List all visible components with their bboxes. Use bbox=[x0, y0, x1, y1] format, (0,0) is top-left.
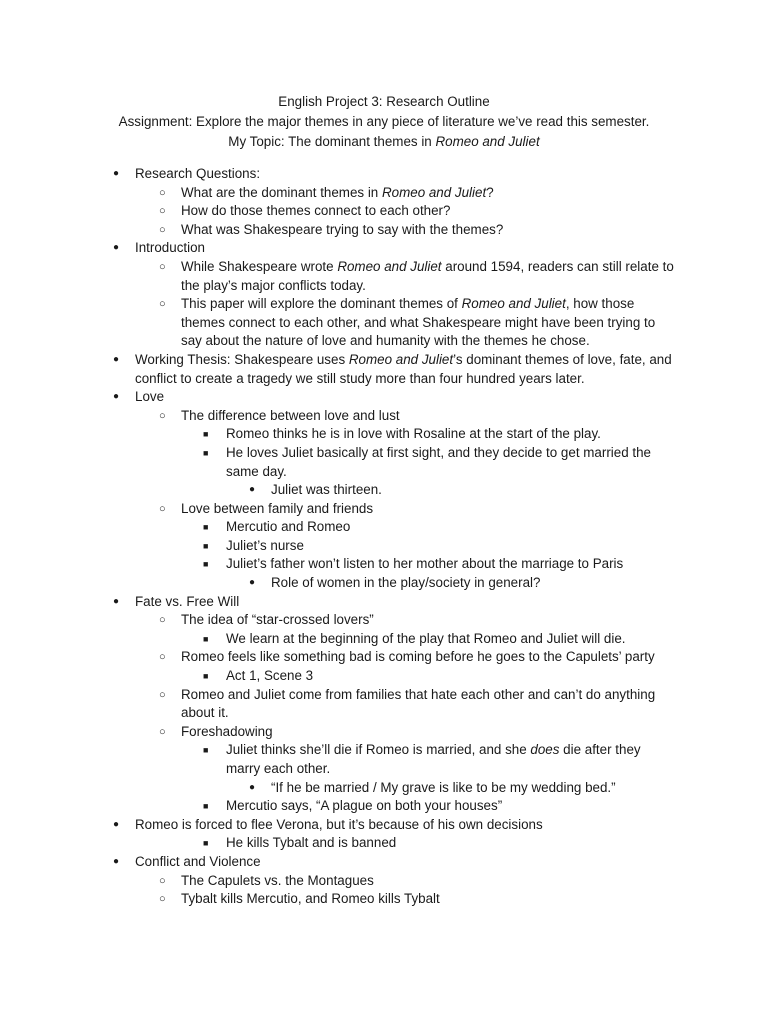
outline-text: Foreshadowing bbox=[181, 723, 273, 739]
outline-text: Conflict and Violence bbox=[135, 853, 261, 869]
outline-text: He loves Juliet basically at first sight, and they decide to get married the same day. bbox=[226, 444, 651, 479]
outline-item bbox=[0, 741, 768, 778]
outline-text: Act 1, Scene 3 bbox=[226, 668, 314, 684]
outline-item bbox=[0, 890, 768, 909]
outline-item bbox=[0, 834, 768, 853]
outline-item bbox=[0, 574, 768, 593]
outline-item bbox=[0, 239, 768, 258]
bullet-icon: ○ bbox=[159, 298, 166, 311]
bullet-icon: ● bbox=[113, 353, 120, 365]
italic-text: Romeo and Juliet bbox=[381, 184, 487, 200]
outline-text: We learn at the beginning of the play that Romeo and Juliet will die. bbox=[226, 630, 626, 646]
outline-text: Romeo and Juliet come from families that hate each other and can’t do anything about it. bbox=[181, 686, 656, 721]
outline-item bbox=[0, 593, 768, 612]
bullet-icon: ● bbox=[113, 855, 120, 867]
document-header bbox=[0, 92, 768, 152]
outline-text: What was Shakespeare trying to say with the themes? bbox=[181, 221, 504, 237]
bullet-icon: ● bbox=[113, 391, 120, 403]
outline-item bbox=[0, 518, 768, 537]
italic-text: Romeo and Juliet bbox=[348, 351, 454, 367]
bullet-icon: ■ bbox=[203, 745, 209, 756]
outline-text: The difference between love and lust bbox=[181, 407, 400, 423]
outline-item bbox=[0, 816, 768, 835]
outline-item bbox=[0, 648, 768, 667]
topic-prefix: My Topic: The dominant themes in bbox=[228, 134, 436, 149]
outline-item bbox=[0, 407, 768, 426]
outline-item bbox=[0, 184, 768, 203]
bullet-icon: ○ bbox=[159, 874, 166, 887]
outline-text: ’s dominant themes of love, fate, and conflict to create a tragedy we still study more than four hundred years later. bbox=[135, 351, 672, 386]
outline-item bbox=[0, 295, 768, 351]
bullet-icon: ○ bbox=[159, 205, 166, 218]
outline-text: This paper will explore the dominant themes of bbox=[181, 296, 462, 312]
outline-text: ? bbox=[486, 184, 494, 200]
outline-text: Romeo is forced to flee Verona, but it’s because of his own decisions bbox=[135, 816, 543, 832]
outline-text: Introduction bbox=[135, 240, 205, 256]
bullet-icon: ● bbox=[113, 818, 120, 830]
outline-item bbox=[0, 388, 768, 407]
outline-text: Romeo feels like something bad is coming before he goes to the Capulets’ party bbox=[181, 649, 655, 665]
outline-item bbox=[0, 537, 768, 556]
outline-item bbox=[0, 872, 768, 891]
bullet-icon: ○ bbox=[159, 651, 166, 664]
bullet-icon: ■ bbox=[203, 633, 209, 644]
outline-item bbox=[0, 611, 768, 630]
bullet-icon: ○ bbox=[159, 893, 166, 906]
outline-item bbox=[0, 723, 768, 742]
bullet-icon: ○ bbox=[159, 223, 166, 236]
outline-item bbox=[0, 667, 768, 686]
bullet-icon: ○ bbox=[159, 725, 166, 738]
outline-item bbox=[0, 686, 768, 723]
bullet-icon: ■ bbox=[203, 671, 209, 682]
outline-text: around 1594, readers can still relate to the play’s major conflicts today. bbox=[181, 258, 674, 293]
outline-text: What are the dominant themes in bbox=[181, 184, 382, 200]
bullet-icon: ● bbox=[249, 484, 256, 496]
bullet-icon: ● bbox=[113, 242, 120, 254]
outline-text: Juliet was thirteen. bbox=[271, 482, 382, 498]
outline-text: Research Questions: bbox=[135, 166, 261, 181]
bullet-icon: ○ bbox=[159, 688, 166, 701]
outline-text: Love bbox=[135, 389, 165, 405]
bullet-icon: ■ bbox=[203, 838, 209, 849]
outline-text: Fate vs. Free Will bbox=[135, 593, 240, 609]
outline-item bbox=[0, 444, 768, 481]
outline-item bbox=[0, 853, 768, 872]
bullet-icon: ● bbox=[249, 577, 256, 589]
assignment-line: Assignment: Explore the major themes in any piece of literature we’ve read this semester. bbox=[118, 114, 650, 129]
outline-text: , how those themes connect to each other, and what Shakespeare might have been trying to say about the nature of love and humanity with the themes he chose. bbox=[181, 296, 656, 349]
bullet-icon: ■ bbox=[203, 447, 209, 458]
outline-text: Working Thesis: Shakespeare uses bbox=[135, 351, 349, 367]
outline-item bbox=[0, 351, 768, 388]
outline-item bbox=[0, 797, 768, 816]
topic-line bbox=[0, 132, 768, 152]
outline-item bbox=[0, 500, 768, 519]
outline-text: Romeo thinks he is in love with Rosaline at the start of the play. bbox=[226, 426, 601, 442]
topic-work-title: Romeo and Juliet bbox=[435, 134, 540, 149]
outline-item bbox=[0, 165, 768, 184]
bullet-icon: ■ bbox=[203, 540, 209, 551]
outline-item bbox=[0, 555, 768, 574]
outline-text: Tybalt kills Mercutio, and Romeo kills Tybalt bbox=[181, 891, 440, 907]
bullet-icon: ○ bbox=[159, 409, 166, 422]
outline-item bbox=[0, 779, 768, 798]
outline-text: Role of women in the play/society in general? bbox=[271, 575, 541, 591]
bullet-icon: ● bbox=[249, 781, 256, 793]
italic-text: Romeo and Juliet bbox=[461, 296, 566, 312]
bullet-icon: ● bbox=[113, 168, 120, 179]
bullet-icon: ○ bbox=[159, 260, 166, 273]
bullet-icon: ○ bbox=[159, 614, 166, 627]
italic-text: does bbox=[530, 742, 560, 758]
outline-text: While Shakespeare wrote bbox=[181, 258, 338, 274]
outline-text: The idea of “star-crossed lovers” bbox=[181, 612, 374, 628]
bullet-icon: ○ bbox=[159, 186, 166, 199]
outline-text: Mercutio says, “A plague on both your houses” bbox=[226, 798, 503, 814]
outline-text: Mercutio and Romeo bbox=[226, 519, 351, 535]
outline-item bbox=[0, 630, 768, 649]
italic-text: Romeo and Juliet bbox=[337, 258, 442, 274]
outline-item bbox=[0, 202, 768, 221]
outline-text: How do those themes connect to each other? bbox=[181, 203, 451, 219]
outline-text: die after they marry each other. bbox=[226, 742, 641, 776]
outline-text: Juliet’s father won’t listen to her mother about the marriage to Paris bbox=[226, 556, 624, 572]
bullet-icon: ■ bbox=[203, 801, 209, 812]
outline-text: Juliet’s nurse bbox=[226, 537, 304, 553]
document-title: English Project 3: Research Outline bbox=[278, 94, 490, 109]
outline-item bbox=[0, 425, 768, 444]
bullet-icon: ■ bbox=[203, 559, 209, 570]
bullet-icon: ■ bbox=[203, 522, 209, 533]
outline-text: Love between family and friends bbox=[181, 500, 374, 516]
outline-item bbox=[0, 258, 768, 295]
bullet-icon: ■ bbox=[203, 429, 209, 440]
bullet-icon: ● bbox=[113, 595, 120, 607]
outline-item bbox=[0, 481, 768, 500]
outline-item bbox=[0, 221, 768, 240]
outline-text: The Capulets vs. the Montagues bbox=[181, 872, 374, 888]
outline-text: Juliet thinks she’ll die if Romeo is married, and she bbox=[226, 742, 531, 758]
outline-text: He kills Tybalt and is banned bbox=[226, 835, 397, 851]
bullet-icon: ○ bbox=[159, 502, 166, 515]
outline-list bbox=[0, 165, 768, 909]
outline-text: “If he be married / My grave is like to be my wedding bed.” bbox=[271, 779, 616, 795]
